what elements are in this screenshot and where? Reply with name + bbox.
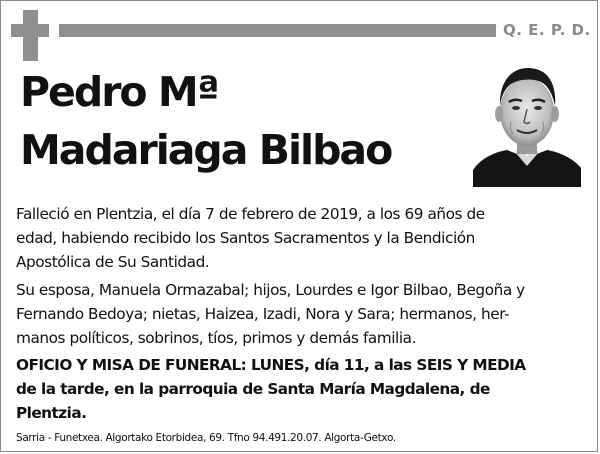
funeral-home-footer: Sarria - Funetxea. Algortako Etorbidea, 69. Tfno 94.491.20.07. Algorta-Getxo. [16, 432, 396, 444]
announcement-paragraph [16, 202, 586, 274]
text-line: edad, habiendo recibido los Santos Sacramentos y la Bendición [16, 229, 475, 247]
deceased-name-line1: Pedro Mª [20, 68, 218, 116]
text-line: Apostólica de Su Santidad. [16, 253, 210, 271]
family-paragraph [16, 278, 586, 350]
text-line: OFICIO Y MISA DE FUNERAL: LUNES, día 11, a las SEIS Y MEDIA [16, 356, 526, 374]
funeral-paragraph [16, 353, 586, 425]
header-rule [59, 24, 496, 37]
portrait-photo [473, 62, 581, 187]
text-line: Plentzia. [16, 404, 87, 422]
text-line: de la tarde, en la parroquia de Santa María Magdalena, de [16, 380, 490, 398]
text-line: manos políticos, sobrinos, tíos, primos y demás familia. [16, 329, 416, 347]
deceased-name-line2: Madariaga Bilbao [20, 126, 392, 174]
text-line: Fernando Bedoya; nietas, Haizea, Izadi, Nora y Sara; hermanos, her- [16, 305, 510, 323]
qepd-label: Q. E. P. D. [503, 21, 591, 39]
text-line: Su esposa, Manuela Ormazabal; hijos, Lourdes e Igor Bilbao, Begoña y [16, 281, 525, 299]
text-line: Falleció en Plentzia, el día 7 de febrero de 2019, a los 69 años de [16, 205, 485, 223]
